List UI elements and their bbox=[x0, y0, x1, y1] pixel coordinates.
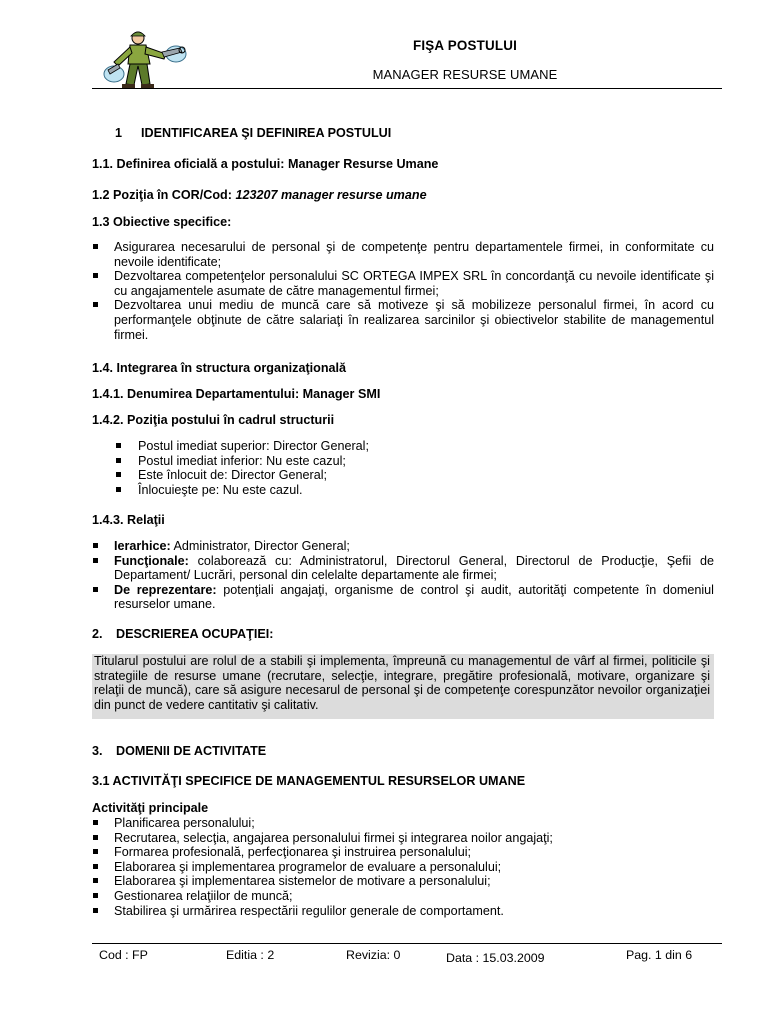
list-item: Formarea profesională, perfecţionarea şi instruirea personalului; bbox=[92, 845, 714, 860]
list-item bbox=[92, 554, 714, 583]
mechanic-illustration bbox=[100, 28, 192, 92]
relations-list bbox=[92, 539, 714, 612]
relation-label: Funcţionale: bbox=[114, 553, 189, 568]
relations-heading: 1.4.3. Relaţii bbox=[92, 513, 165, 527]
footer-edition: Editia : 2 bbox=[226, 948, 275, 962]
header-divider bbox=[92, 88, 722, 89]
footer-date: Data : 15.03.2009 bbox=[446, 951, 545, 965]
activities-list bbox=[92, 816, 714, 918]
position-heading: 1.4.2. Poziţia postului în cadrul structurii bbox=[92, 413, 335, 427]
cor-code bbox=[92, 188, 427, 203]
list-item: Gestionarea relaţiilor de muncă; bbox=[92, 889, 714, 904]
list-item bbox=[92, 583, 714, 612]
section3-title: DOMENII DE ACTIVITATE bbox=[116, 744, 267, 758]
relation-text: potenţiali angajaţi, organisme de control şi audit, autorităţi competente în domeniul resurselor umane. bbox=[114, 582, 714, 612]
section3-heading bbox=[92, 744, 266, 759]
section3-number: 3. bbox=[92, 744, 103, 758]
list-item: Recrutarea, selecţia, angajarea personalului firmei şi integrarea noilor angajaţi; bbox=[92, 831, 714, 846]
list-item: Asigurarea necesarului de personal şi de competenţe pentru departamentele firmei, in conformitate cu nevoile identificate; bbox=[92, 240, 714, 269]
section1-title: IDENTIFICAREA ŞI DEFINIREA POSTULUI bbox=[141, 126, 392, 140]
integration-heading: 1.4. Integrarea în structura organizaţională bbox=[92, 361, 347, 375]
relation-label: De reprezentare: bbox=[114, 582, 217, 597]
list-item: Postul imediat superior: Director General; bbox=[115, 439, 714, 454]
section1-number: 1 bbox=[115, 126, 123, 140]
section1-heading bbox=[115, 126, 391, 141]
section2-title: DESCRIEREA OCUPAŢIEI: bbox=[116, 627, 274, 641]
list-item: Stabilirea şi urmărirea respectării regulilor generale de comportament. bbox=[92, 904, 714, 919]
list-item: Înlocuieşte pe: Nu este cazul. bbox=[115, 483, 714, 498]
footer-page: Pag. 1 din 6 bbox=[626, 948, 693, 962]
objectives-list bbox=[92, 240, 714, 342]
section2-heading bbox=[92, 627, 273, 642]
section2-number: 2. bbox=[92, 627, 103, 641]
relation-text: Administrator, Director General; bbox=[170, 539, 350, 553]
footer-divider bbox=[92, 943, 722, 944]
footer-code: Cod : FP bbox=[99, 948, 148, 962]
activities-heading: Activităţi principale bbox=[92, 801, 209, 815]
department-name: 1.4.1. Denumirea Departamentului: Manager SMI bbox=[92, 387, 381, 401]
mechanic-logo bbox=[100, 28, 192, 92]
list-item: Elaborarea şi implementarea sistemelor de motivare a personalului; bbox=[92, 874, 714, 889]
list-item: Dezvoltarea unui mediu de muncă care să motiveze şi să mobilizeze personalul firmei, în acord cu performanţele obţinute de către salariaţi în realizarea sarcinilor şi obiectivelor stabilite de managementul firmei. bbox=[92, 298, 714, 342]
footer-revision: Revizia: 0 bbox=[346, 948, 401, 962]
relation-label: Ierarhice: bbox=[114, 539, 171, 553]
list-item: Postul imediat inferior: Nu este cazul; bbox=[115, 454, 714, 469]
cor-code-value: 123207 manager resurse umane bbox=[235, 188, 427, 202]
section3-subheading: 3.1 ACTIVITĂŢI SPECIFICE DE MANAGEMENTUL RESURSELOR UMANE bbox=[92, 774, 526, 788]
document-subtitle: MANAGER RESURSE UMANE bbox=[372, 67, 558, 82]
relation-text: colaborează cu: Administratorul, Directorul General, Directorul de Producţie, Şefii de Departament/ Lucrări, personal din celelalte departamente ale firmei; bbox=[114, 553, 714, 583]
list-item: Este înlocuit de: Director General; bbox=[115, 468, 714, 483]
official-definition: 1.1. Definirea oficială a postului: Manager Resurse Umane bbox=[92, 157, 439, 171]
position-list bbox=[115, 439, 714, 497]
list-item: Planificarea personalului; bbox=[92, 816, 714, 831]
objectives-heading: 1.3 Obiective specifice: bbox=[92, 215, 232, 229]
cor-code-label: 1.2 Poziţia în COR/Cod: bbox=[92, 188, 236, 202]
list-item: Elaborarea şi implementarea programelor de evaluare a personalului; bbox=[92, 860, 714, 875]
list-item bbox=[92, 539, 714, 554]
list-item: Dezvoltarea competenţelor personalului SC ORTEGA IMPEX SRL în concordanţă cu nevoile identificate şi cu angajamentele asumate de către managementul firmei; bbox=[92, 269, 714, 298]
occupation-description: Titularul postului are rolul de a stabili şi implementa, împreună cu managementul de vârf al firmei, politicile şi strategiile de resurse umane (recrutare, selecţie, integrare, pregătire profesională, motivare, organizare şi relaţii de muncă), care să asigure necesarul de personal şi de competenţe corespunzător nevoilor organizaţiei din punct de vedere cantitativ şi calitativ. bbox=[92, 654, 714, 719]
document-title: FIŞA POSTULUI bbox=[412, 38, 518, 53]
